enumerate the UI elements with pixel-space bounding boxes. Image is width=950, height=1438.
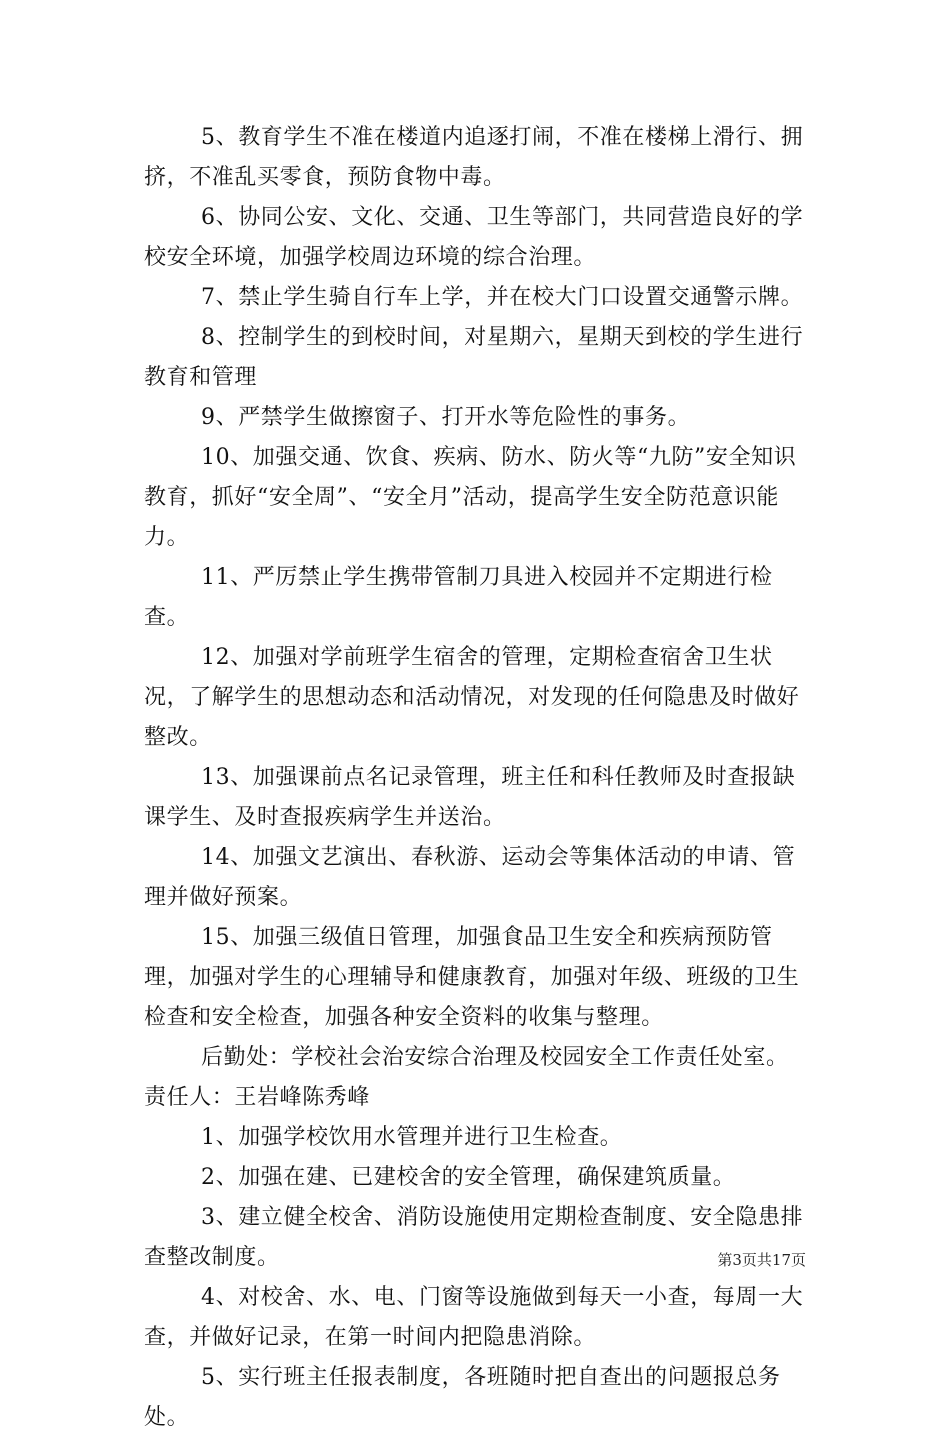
- paragraph-7: 11、严厉禁止学生携带管制刀具进入校园并不定期进行检查。: [144, 565, 773, 630]
- paragraph-5: 9、严禁学生做擦窗子、打开水等危险性的事务。: [201, 405, 691, 430]
- paragraph-12: 后勤处：学校社会治安综合治理及校园安全工作责任处室。责任人：王岩峰陈秀峰: [144, 1045, 789, 1110]
- paragraph-9: 13、加强课前点名记录管理，班主任和科任教师及时查报缺课学生、及时查报疾病学生并送治。: [144, 765, 796, 830]
- paragraph-1: 5、教育学生不准在楼道内追逐打闹，不准在楼梯上滑行、拥挤，不准乱买零食，预防食物中毒。: [144, 125, 804, 190]
- paragraph-15: 3、建立健全校舍、消防设施使用定期检查制度、安全隐患排查整改制度。: [144, 1205, 804, 1270]
- paragraph-13: 1、加强学校饮用水管理并进行卫生检查。: [201, 1125, 623, 1150]
- paragraph-4: 8、控制学生的到校时间，对星期六，星期天到校的学生进行教育和管理: [144, 325, 804, 390]
- paragraph-11: 15、加强三级值日管理，加强食品卫生安全和疾病预防管理，加强对学生的心理辅导和健康教育，加强对年级、班级的卫生检查和安全检查，加强各种安全资料的收集与整理。: [144, 925, 800, 1030]
- document-body: [144, 118, 808, 1438]
- page-footer: 第3页共17页: [717, 1251, 806, 1269]
- paragraph-8: 12、加强对学前班学生宿舍的管理，定期检查宿舍卫生状况，了解学生的思想动态和活动情况，对发现的任何隐患及时做好整改。: [144, 645, 800, 750]
- paragraph-17: 5、实行班主任报表制度，各班随时把自查出的问题报总务处。: [144, 1365, 781, 1430]
- paragraph-3: 7、禁止学生骑自行车上学，并在校大门口设置交通警示牌。: [201, 285, 804, 310]
- paragraph-2: 6、协同公安、文化、交通、卫生等部门，共同营造良好的学校安全环境，加强学校周边环境的综合治理。: [144, 205, 804, 270]
- paragraph-6: 10、加强交通、饮食、疾病、防水、防火等“九防”安全知识教育，抓好“安全周”、“安全月”活动，提高学生安全防范意识能力。: [144, 445, 797, 550]
- paragraph-10: 14、加强文艺演出、春秋游、运动会等集体活动的申请、管理并做好预案。: [144, 845, 796, 910]
- paragraph-14: 2、加强在建、已建校舍的安全管理，确保建筑质量。: [201, 1165, 736, 1190]
- paragraph-16: 4、对校舍、水、电、门窗等设施做到每天一小查，每周一大查，并做好记录，在第一时间内把隐患消除。: [144, 1285, 804, 1350]
